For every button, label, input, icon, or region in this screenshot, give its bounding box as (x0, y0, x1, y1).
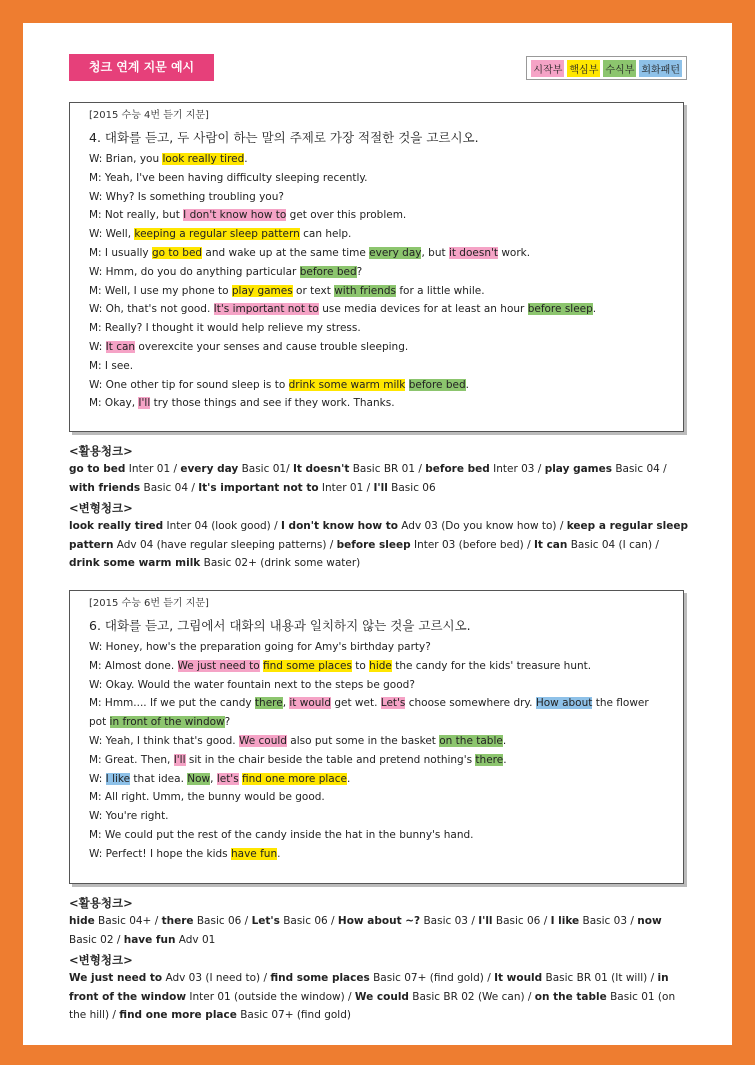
chunk-level: Basic 04 / (140, 481, 199, 494)
chunk-name: before bed (425, 463, 490, 475)
line-text: M: We could put the rest of the candy inside the hat in the bunny's hand. (89, 828, 474, 841)
chunk-highlight: before bed (408, 378, 466, 391)
chunk-section-1 (69, 442, 689, 573)
chunk-name: there (161, 915, 194, 927)
dialogue-line (89, 188, 683, 207)
chunk-highlight: I don't know how to (183, 209, 287, 222)
line-text: W: Why? Is something troubling you? (89, 190, 284, 203)
line-text: W: (89, 340, 106, 353)
chunk-level: Adv 04 (have regular sleeping patterns) / (113, 538, 337, 551)
dialogue-line (89, 657, 683, 676)
chunk-level: Basic 01 (on the hill) / (69, 990, 676, 1021)
chunk-name: have fun (123, 933, 176, 946)
chunk-highlight: keeping a regular sleep pattern (134, 228, 300, 241)
line-text: W: Perfect! I hope the kids (89, 847, 231, 860)
chunk-highlight: have fun (231, 847, 278, 860)
variant-chunks-text (69, 517, 689, 573)
chunk-name: keep a regular sleep pattern (69, 520, 688, 551)
chunk-level: Basic 03 / (420, 915, 479, 927)
chunk-highlight: every day (369, 246, 422, 259)
line-text: for a little while. (396, 284, 485, 297)
chunk-highlight: We just need to (177, 659, 260, 672)
chunk-level: Basic 07+ (find gold) (236, 1009, 351, 1021)
chunk-level: Inter 01 / (318, 481, 374, 494)
variant-chunks-text (69, 969, 689, 1025)
line-text: ? (356, 265, 363, 278)
dialogue-line (89, 713, 683, 732)
chunk-level: Adv 01 (175, 933, 216, 946)
chunk-level: Basic BR 01 (It will) / (542, 972, 658, 984)
chunk-level: Basic 04 / (611, 463, 667, 475)
chunk-name: I like (550, 915, 580, 927)
chunk-level: Inter 03 / (489, 463, 545, 475)
line-text: M: Hmm.... If we put the candy (89, 697, 255, 710)
dialogue-line (89, 751, 683, 770)
chunk-highlight: before bed (299, 265, 357, 278)
chunk-highlight: look really tired (162, 153, 245, 165)
chunk-highlight: Now (187, 772, 211, 785)
chunk-name: go to bed (69, 463, 126, 475)
line-text: M: I see. (89, 359, 134, 372)
used-chunks-text (69, 912, 689, 949)
chunk-level: Basic BR 02 (We can) / (408, 990, 535, 1003)
line-text: sit in the chair beside the table and pretend nothing's (185, 753, 476, 766)
chunk-name: look really tired (69, 520, 164, 532)
chunk-highlight: hide (369, 659, 392, 672)
chunk-name: I'll (478, 915, 493, 927)
chunk-highlight: find one more place (242, 772, 347, 785)
chunk-name: play games (544, 463, 612, 475)
dialogue-line (89, 225, 683, 244)
line-text: . (592, 303, 597, 316)
chunk-level: Inter 03 (before bed) / (410, 538, 534, 551)
chunk-highlight: before sleep (527, 303, 593, 316)
chunk-level: Basic 01/ (238, 463, 293, 475)
chunk-name: Let's (251, 915, 280, 927)
dialogue-line (89, 807, 683, 826)
question-title: 6. 대화를 듣고, 그림에서 대화의 내용과 일치하지 않는 것을 고르시오. (89, 618, 471, 633)
line-text: . (503, 753, 507, 766)
chunk-name: It's important not to (198, 481, 319, 494)
chunk-name: How about ~? (337, 915, 421, 927)
line-text: M: Really? I thought it would help relieve my stress. (89, 322, 361, 335)
dialogue-line (89, 694, 683, 713)
chunk-name: We just need to (69, 972, 163, 984)
dialogue (89, 638, 683, 864)
passage-source: [2015 수능 4번 듣기 지문] (89, 110, 209, 121)
line-text: choose somewhere dry. (405, 697, 536, 710)
chunk-section-2 (69, 894, 689, 1025)
dialogue-line (89, 845, 683, 864)
dialogue-line (89, 770, 683, 789)
line-text: W: One other tip for sound sleep is to (89, 378, 289, 391)
chunk-highlight: it would (289, 697, 332, 710)
line-text: M: Almost done. (89, 659, 178, 672)
line-text: W: Yeah, I think that's good. (89, 734, 239, 747)
line-text: and wake up at the same time (202, 246, 370, 259)
line-text: , (210, 772, 217, 785)
chunk-name: on the table (534, 990, 607, 1003)
chunk-name: before sleep (336, 538, 411, 551)
chunk-highlight: It's important not to (213, 303, 319, 316)
chunk-level: Basic 02+ (drink some water) (200, 557, 361, 569)
dialogue-line (89, 788, 683, 807)
line-text: M: Yeah, I've been having difficulty sleeping recently. (89, 171, 368, 184)
worksheet-page (23, 23, 732, 1045)
chunk-highlight: play games (231, 284, 293, 297)
dialogue-line (89, 169, 683, 188)
chunk-level: Basic 04 (I can) / (567, 538, 659, 551)
chunk-name: We could (354, 990, 409, 1003)
line-text: W: You're right. (89, 810, 169, 823)
dialogue-line (89, 376, 683, 395)
variant-chunks-heading: <변형청크> (69, 953, 133, 967)
chunk-level: Basic BR 01 / (349, 463, 426, 475)
chunk-level: Basic 04+ / (94, 915, 162, 927)
dialogue-line (89, 244, 683, 263)
legend-start: 시작부 (531, 60, 564, 77)
line-text: W: Okay. Would the water fountain next to the steps be good? (89, 678, 415, 691)
line-text: or text (292, 284, 335, 297)
line-text: ? (224, 716, 231, 729)
passage-box-2 (69, 590, 684, 884)
passage-box-1 (69, 102, 684, 432)
dialogue-line (89, 319, 683, 338)
line-text: the candy for the kids' treasure hunt. (391, 659, 592, 672)
dialogue-line (89, 206, 683, 225)
line-text: , but (421, 246, 449, 259)
chunk-highlight: go to bed (151, 246, 203, 259)
question-title: 4. 대화를 듣고, 두 사람이 하는 말의 주제로 가장 적절한 것을 고르시오. (89, 130, 479, 145)
line-text: W: Oh, that's not good. (89, 303, 214, 316)
dialogue (89, 150, 683, 413)
chunk-level: Basic 07+ (find gold) / (369, 972, 495, 984)
chunk-level: Basic 06 (387, 481, 436, 494)
chunk-highlight: drink some warm milk (288, 378, 406, 391)
chunk-highlight: there (475, 753, 504, 766)
line-text: , (282, 697, 290, 710)
chunk-highlight: let's (216, 772, 239, 785)
chunk-highlight: We could (238, 734, 287, 747)
line-text: that idea. (130, 772, 188, 785)
chunk-name: find one more place (119, 1009, 237, 1021)
dialogue-line (89, 826, 683, 845)
chunk-name: drink some warm milk (69, 557, 201, 569)
used-chunks-heading: <활용청크> (69, 444, 133, 458)
chunk-highlight: in front of the window (109, 716, 225, 729)
used-chunks-heading: <활용청크> (69, 896, 133, 910)
line-text: W: Brian, you (89, 153, 163, 165)
line-text: get wet. (331, 697, 381, 710)
variant-chunks-heading: <변형청크> (69, 501, 133, 515)
chunk-level: Basic 03 / (579, 915, 638, 927)
chunk-level: Basic 06 / (279, 915, 338, 927)
chunk-level: Adv 03 (Do you know how to) / (397, 520, 567, 532)
chunk-name: now (637, 915, 662, 927)
line-text: can help. (299, 228, 352, 241)
dialogue-line (89, 732, 683, 751)
line-text: overexcite your senses and cause trouble sleeping. (135, 340, 409, 353)
chunk-highlight: find some places (263, 659, 352, 672)
line-text: M: Well, I use my phone to (89, 284, 232, 297)
chunk-highlight: How about (535, 697, 593, 710)
chunk-highlight: with friends (334, 284, 396, 297)
line-text: M: Great. Then, (89, 753, 174, 766)
chunk-level: Inter 04 (look good) / (163, 520, 281, 532)
dialogue-line (89, 676, 683, 695)
chunk-level: Inter 01 / (125, 463, 181, 475)
line-text: M: Okay, (89, 397, 139, 410)
line-text: M: Not really, but (89, 209, 184, 222)
chunk-name: It doesn't (292, 463, 350, 475)
chunk-level: Adv 03 (I need to) / (162, 972, 271, 984)
chunk-level: Basic 06 / (193, 915, 252, 927)
legend-pattern: 회화패턴 (639, 60, 682, 77)
line-text: work. (498, 246, 531, 259)
line-text: the flower (592, 697, 649, 710)
chunk-name: It would (494, 972, 543, 984)
dialogue-line (89, 150, 683, 169)
dialogue-line (89, 394, 683, 413)
line-text: pot (89, 716, 110, 729)
chunk-highlight: there (254, 697, 283, 710)
line-text: W: Well, (89, 228, 135, 241)
chunk-highlight: I'll (173, 753, 186, 766)
line-text: . (244, 153, 248, 165)
dialogue-line (89, 300, 683, 319)
line-text: . (465, 378, 469, 391)
legend-core: 핵심부 (567, 60, 600, 77)
dialogue-line (89, 357, 683, 376)
chunk-name: with friends (69, 481, 141, 494)
line-text: also put some in the basket (286, 734, 440, 747)
line-text: W: Honey, how's the preparation going for Amy's birthday party? (89, 641, 431, 653)
chunk-name: every day (180, 463, 239, 475)
chunk-name: in front of the window (69, 972, 669, 1003)
line-text: get over this problem. (286, 209, 407, 222)
used-chunks-text (69, 460, 689, 497)
dialogue-line (89, 638, 683, 657)
line-text: W: (89, 772, 106, 785)
line-text: . (277, 847, 281, 860)
chunk-level: Basic 02 / (69, 933, 124, 946)
line-text: . (502, 734, 507, 747)
chunk-level: Basic 06 / (492, 915, 551, 927)
chunk-name: I'll (373, 481, 388, 494)
legend-modifier: 수식부 (603, 60, 636, 77)
chunk-name: hide (69, 915, 95, 927)
chunk-level: Inter 01 (outside the window) / (186, 990, 355, 1003)
passage-source: [2015 수능 6번 듣기 지문] (89, 598, 209, 609)
line-text: . (346, 772, 351, 785)
chunk-highlight: it doesn't (448, 246, 498, 259)
chunk-highlight: I like (105, 772, 131, 785)
dialogue-line (89, 282, 683, 301)
chunk-name: It can (534, 538, 568, 551)
chunk-highlight: I'll (138, 397, 151, 410)
dialogue-line (89, 338, 683, 357)
chunk-name: find some places (270, 972, 370, 984)
line-text: try those things and see if they work. Thanks. (150, 397, 395, 410)
section-tag: 청크 연계 지문 예시 (69, 54, 214, 81)
chunk-name: I don't know how to (280, 520, 398, 532)
chunk-highlight: Let's (380, 697, 406, 710)
chunk-highlight: It can (105, 340, 136, 353)
line-text: M: I usually (89, 246, 152, 259)
chunk-highlight: on the table (439, 734, 503, 747)
line-text: to (351, 659, 370, 672)
color-legend (526, 56, 687, 80)
dialogue-line (89, 263, 683, 282)
line-text: M: All right. Umm, the bunny would be good. (89, 791, 325, 804)
line-text: use media devices for at least an hour (318, 303, 528, 316)
line-text: W: Hmm, do you do anything particular (89, 265, 300, 278)
